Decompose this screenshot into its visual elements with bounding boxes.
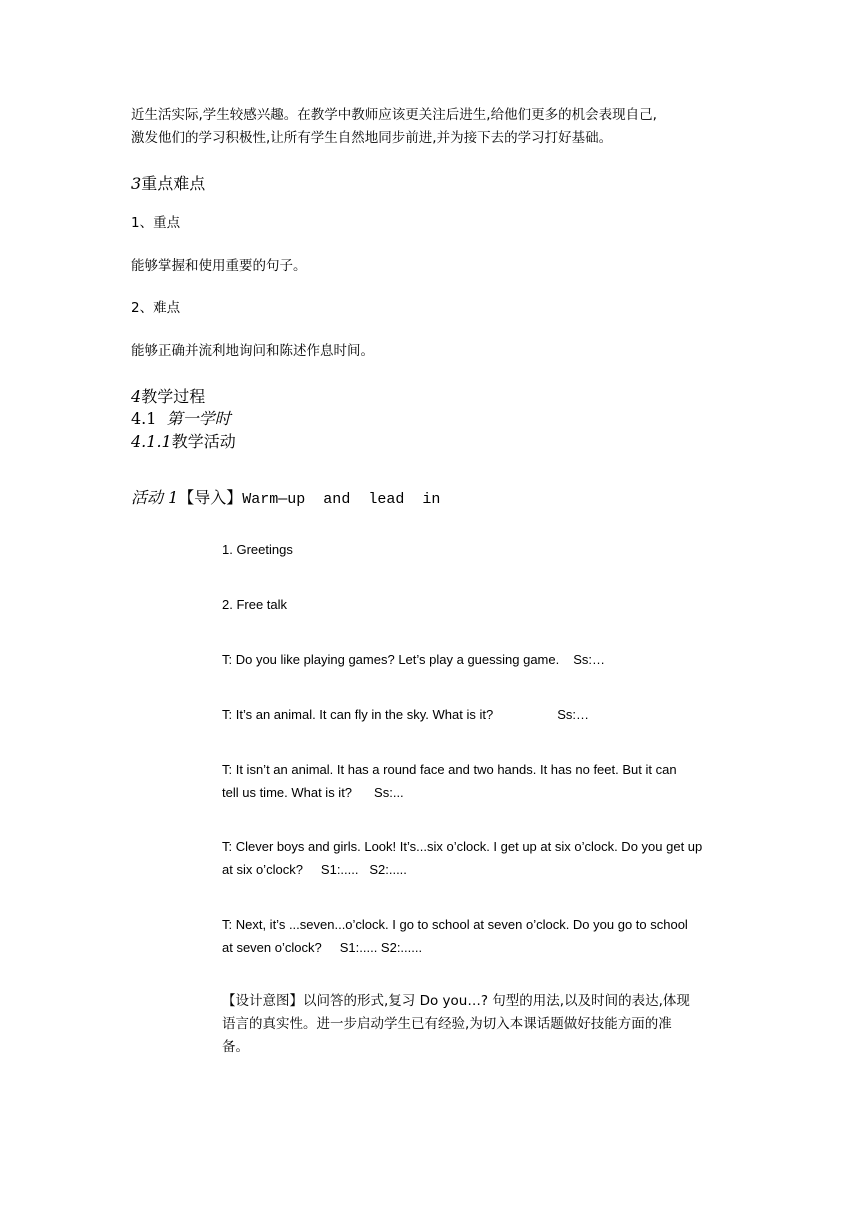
subsection-4-1-title: 第一学时 [166, 409, 231, 428]
activity-title: Warm—up and lead in [242, 491, 441, 508]
activity-heading [131, 485, 440, 508]
dialogue-3-response: Ss:... [374, 785, 404, 800]
dialogue-5-line-1: T: Next, it’s ...seven...o’clock. I go to school at seven o’clock. Do you go to school [222, 917, 688, 932]
difficulty-label: 2、难点 [131, 300, 181, 316]
subsection-4-1-number: 4.1 [131, 409, 157, 428]
greetings-item: 1. Greetings [222, 542, 293, 557]
dialogue-line-2 [222, 703, 589, 726]
dialogue-3-line-1: T: It isn’t an animal. It has a round face and two hands. It has no feet. But it can [222, 762, 677, 777]
dialogue-5-question: at seven o’clock? [222, 940, 322, 955]
subsection-4-1-1-number: 4.1.1 [131, 432, 172, 451]
dialogue-3-line-2 [222, 781, 404, 804]
section-4-number: 4 [131, 387, 142, 406]
free-talk-item: 2. Free talk [222, 597, 288, 612]
section-3-number: 3 [131, 174, 142, 193]
dialogue-5-line-2 [222, 936, 422, 959]
section-3-title: 重点难点 [141, 174, 206, 193]
subsection-4-1-1-title: 教学活动 [171, 432, 236, 451]
dialogue-4-question: at six o’clock? [222, 862, 303, 877]
intro-line-1: 近生活实际,学生较感兴趣。在教学中教师应该更关注后进生,给他们更多的机会表现自己, [131, 107, 657, 123]
difficulty-text: 能够正确并流利地询问和陈述作息时间。 [131, 343, 374, 359]
dialogue-4-response: S1:..... S2:..... [320, 862, 407, 877]
focus-label: 1、重点 [131, 215, 181, 231]
design-intent-line-3: 备。 [222, 1039, 249, 1055]
activity-bracket: 【导入】 [178, 488, 243, 507]
subsection-4-1-1-heading [131, 429, 236, 452]
focus-text: 能够掌握和使用重要的句子。 [131, 258, 307, 274]
dialogue-1-teacher: T: Do you like playing games? Let’s play a guessing game. [222, 652, 560, 667]
design-intent-line-1 [222, 990, 690, 1013]
dialogue-2-response: Ss:… [557, 707, 589, 722]
dialogue-5-response: S1:..... S2:...... [339, 940, 423, 955]
dialogue-4-line-2 [222, 858, 407, 881]
dialogue-1-response: Ss:… [573, 652, 606, 667]
section-4-title: 教学过程 [141, 387, 206, 406]
design-intent-text-1: 以问答的形式,复习 Do you…? 句型的用法,以及时间的表达,体现 [303, 993, 690, 1009]
section-4-heading [131, 384, 205, 407]
dialogue-4-line-1: T: Clever boys and girls. Look! It’s...six o’clock. I get up at six o’clock. Do you get up [222, 839, 703, 854]
intro-line-2: 激发他们的学习积极性,让所有学生自然地同步前进,并为接下去的学习打好基础。 [131, 130, 613, 146]
dialogue-3-question: tell us time. What is it? [222, 785, 353, 800]
dialogue-line-1 [222, 648, 605, 671]
subsection-4-1-heading [131, 406, 231, 429]
design-intent-label: 【设计意图】 [222, 993, 303, 1009]
section-3-heading [131, 171, 205, 194]
dialogue-2-teacher: T: It’s an animal. It can fly in the sky. What is it? [222, 707, 494, 722]
design-intent-line-2: 语言的真实性。进一步启动学生已有经验,为切入本课话题做好技能方面的准 [222, 1016, 672, 1032]
activity-label: 活动 1 [131, 488, 179, 507]
